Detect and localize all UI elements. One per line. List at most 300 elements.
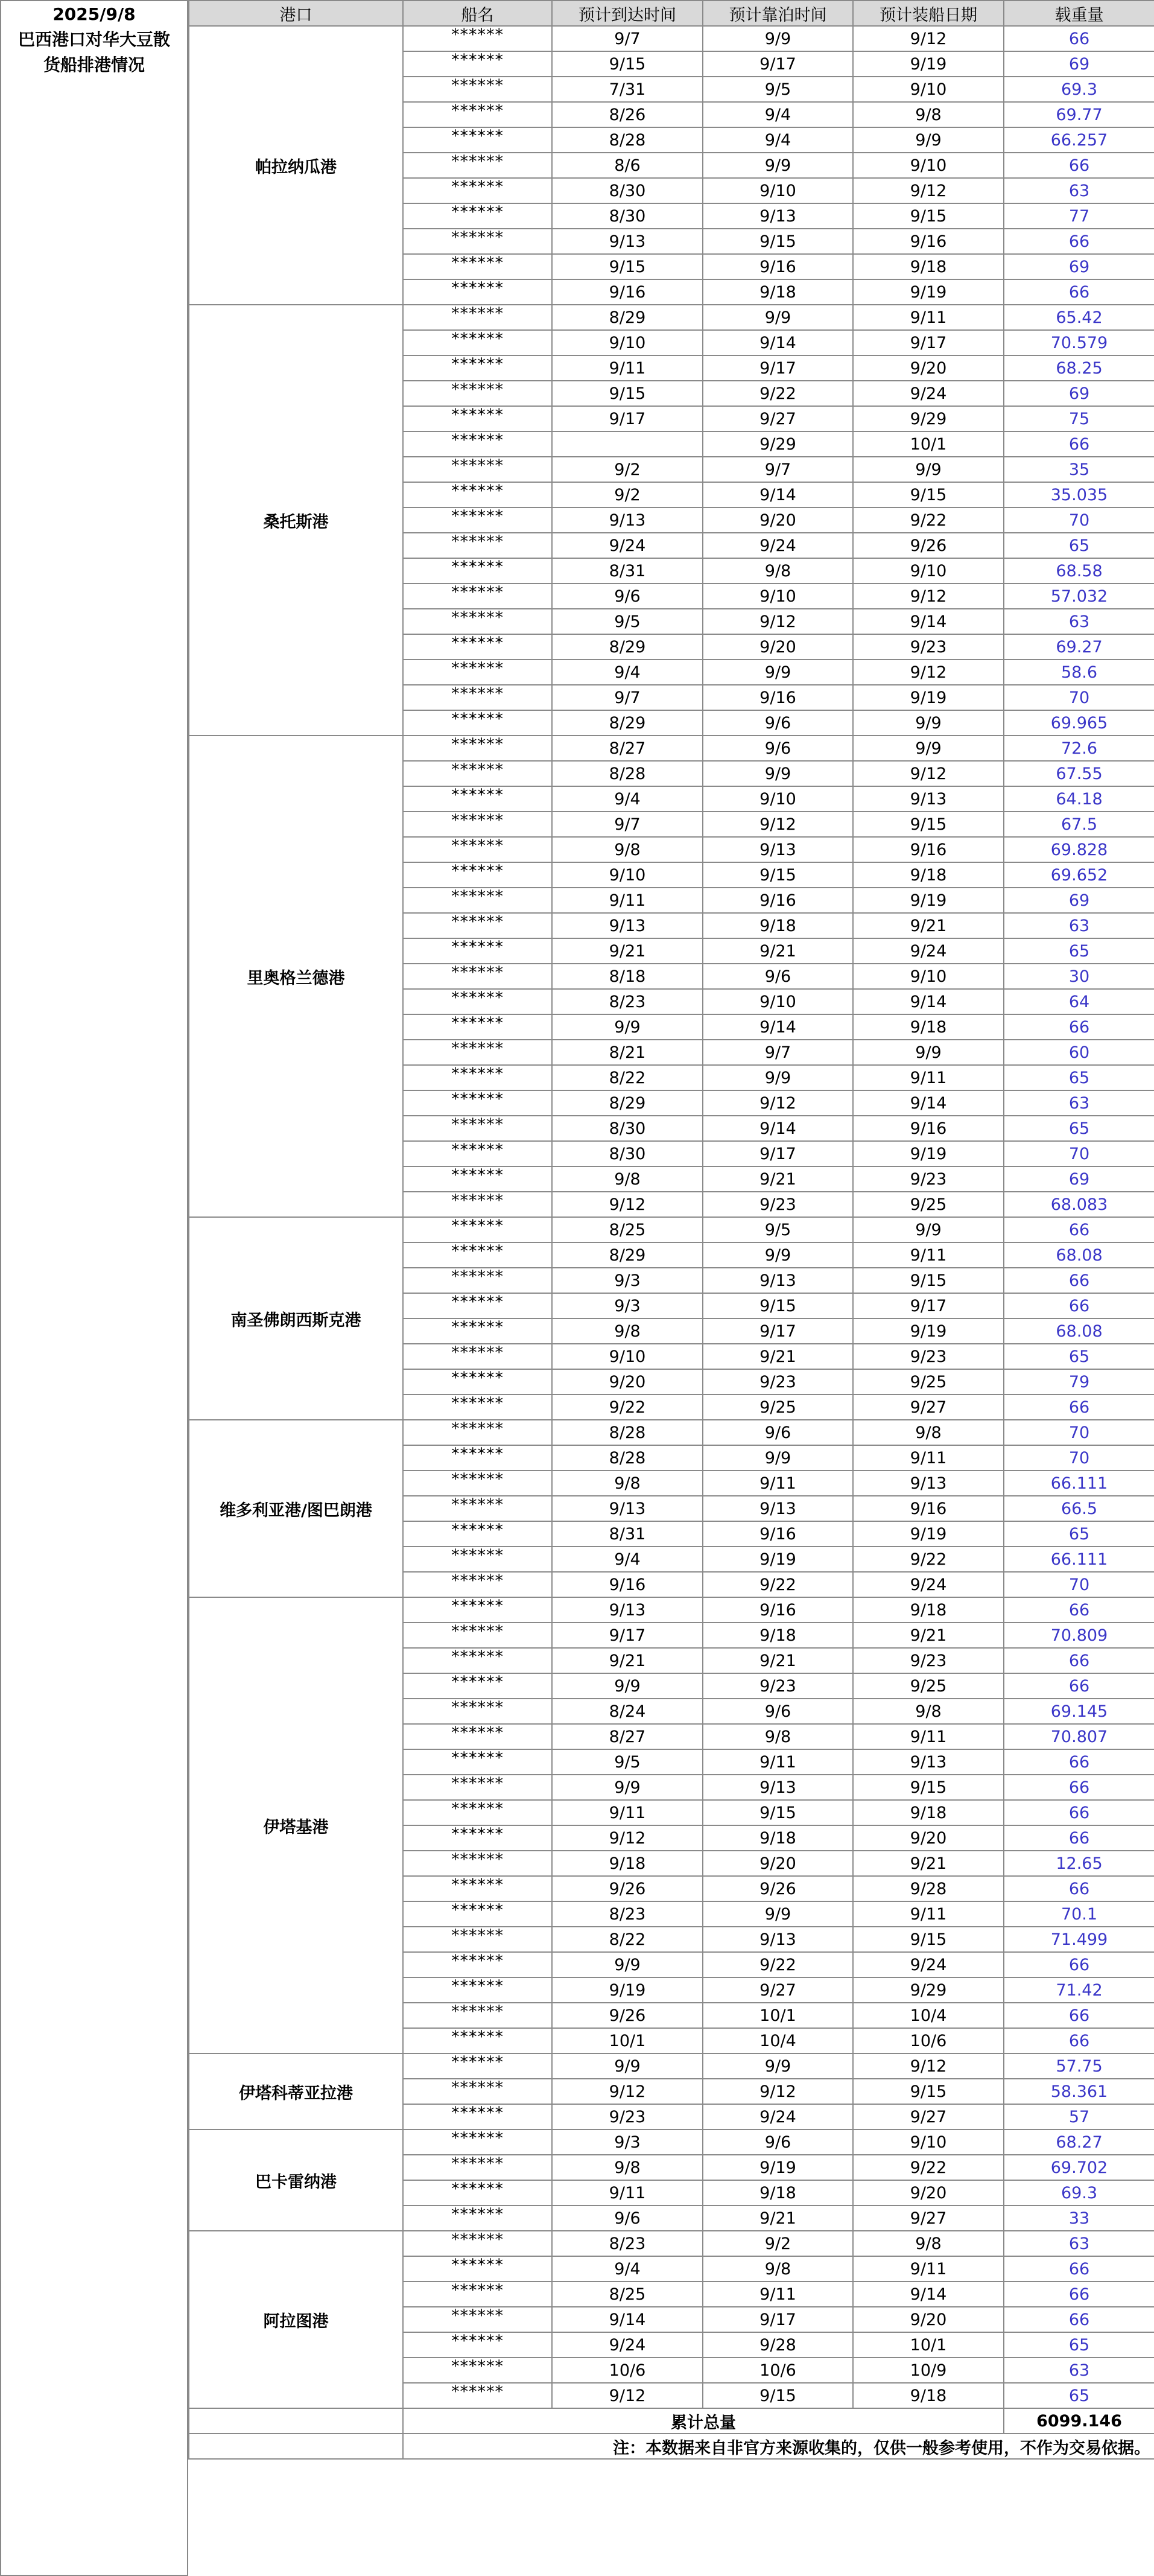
ship-name-cell: ****** [403,2104,552,2129]
ship-name-cell: ****** [403,229,552,254]
tonnage-cell: 69.652 [1004,862,1154,888]
ship-name-cell: ****** [403,1242,552,1268]
loading-date-cell: 9/14 [853,1090,1004,1116]
ship-name-cell: ****** [403,330,552,355]
eta-cell: 9/21 [552,938,703,964]
loading-date-cell: 9/18 [853,2383,1004,2408]
report-title-line-2: 货船排港情况 [43,55,145,75]
ship-name-cell: ****** [403,1724,552,1749]
header-eta: 预计到达时间 [552,1,703,26]
tonnage-cell: 68.25 [1004,355,1154,381]
eta-cell: 9/6 [552,2206,703,2231]
berthing-date-cell: 9/8 [703,558,853,584]
loading-date-cell: 9/18 [853,1014,1004,1040]
tonnage-cell: 66.111 [1004,1471,1154,1496]
loading-date-cell: 9/25 [853,1673,1004,1699]
ship-name-cell: ****** [403,1065,552,1090]
loading-date-cell: 9/9 [853,736,1004,761]
tonnage-cell: 77 [1004,203,1154,229]
tonnage-cell: 70.807 [1004,1724,1154,1749]
berthing-date-cell: 9/16 [703,254,853,279]
berthing-date-cell: 10/4 [703,2028,853,2053]
ship-name-cell: ****** [403,1217,552,1242]
loading-date-cell: 9/9 [853,710,1004,736]
berthing-date-cell: 9/5 [703,77,853,102]
berthing-date-cell: 9/13 [703,837,853,862]
tonnage-cell: 68.58 [1004,558,1154,584]
ship-name-cell: ****** [403,964,552,989]
ship-name-cell: ****** [403,862,552,888]
tonnage-cell: 63 [1004,609,1154,634]
ship-name-cell: ****** [403,1090,552,1116]
eta-cell: 9/8 [552,2155,703,2180]
eta-cell: 8/24 [552,1699,703,1724]
tonnage-cell: 70.1 [1004,1901,1154,1927]
eta-cell: 9/13 [552,913,703,938]
loading-date-cell: 9/12 [853,761,1004,786]
ship-name-cell: ****** [403,2256,552,2282]
tonnage-cell: 69 [1004,51,1154,77]
eta-cell: 9/24 [552,2332,703,2358]
tonnage-cell: 66 [1004,1825,1154,1851]
table-row [189,2053,1154,2079]
eta-cell: 9/13 [552,507,703,533]
loading-date-cell: 9/18 [853,862,1004,888]
ship-name-cell: ****** [403,2028,552,2053]
tonnage-cell: 68.08 [1004,1242,1154,1268]
loading-date-cell: 9/21 [853,1851,1004,1876]
ship-name-cell: ****** [403,533,552,558]
eta-cell: 9/10 [552,1344,703,1369]
tonnage-cell: 71.42 [1004,1977,1154,2003]
tonnage-cell: 75 [1004,406,1154,431]
tonnage-cell: 70 [1004,1572,1154,1597]
ship-name-cell: ****** [403,2155,552,2180]
eta-cell: 9/24 [552,533,703,558]
ship-name-cell: ****** [403,1825,552,1851]
tonnage-cell: 70.809 [1004,1623,1154,1648]
ship-name-cell: ****** [403,279,552,305]
berthing-date-cell: 9/18 [703,279,853,305]
tonnage-cell: 79 [1004,1369,1154,1395]
eta-cell: 8/30 [552,203,703,229]
berthing-date-cell: 9/24 [703,533,853,558]
ship-name-cell: ****** [403,1952,552,1977]
ship-name-cell: ****** [403,1851,552,1876]
table-row [189,26,1154,51]
loading-date-cell: 9/8 [853,1699,1004,1724]
berthing-date-cell: 9/9 [703,153,853,178]
tonnage-cell: 66 [1004,2307,1154,2332]
ship-name-cell: ****** [403,634,552,660]
tonnage-cell: 57.032 [1004,584,1154,609]
eta-cell: 8/6 [552,153,703,178]
berthing-date-cell: 9/13 [703,203,853,229]
berthing-date-cell: 9/9 [703,305,853,330]
tonnage-cell: 58.6 [1004,660,1154,685]
ship-name-cell: ****** [403,1192,552,1217]
loading-date-cell: 9/23 [853,1648,1004,1673]
tonnage-cell: 65 [1004,2383,1154,2408]
ship-name-cell: ****** [403,1116,552,1141]
loading-date-cell: 9/11 [853,1242,1004,1268]
tonnage-cell: 70 [1004,1420,1154,1445]
ship-name-cell: ****** [403,1927,552,1952]
ship-name-cell: ****** [403,1344,552,1369]
loading-date-cell: 9/11 [853,1445,1004,1471]
ship-name-cell: ****** [403,660,552,685]
berthing-date-cell: 9/13 [703,1775,853,1800]
berthing-date-cell: 9/14 [703,1116,853,1141]
tonnage-cell: 64 [1004,989,1154,1014]
eta-cell: 9/11 [552,2180,703,2206]
eta-cell: 9/2 [552,457,703,482]
loading-date-cell: 9/19 [853,888,1004,913]
eta-cell: 9/9 [552,1775,703,1800]
tonnage-cell: 69.828 [1004,837,1154,862]
berthing-date-cell: 9/2 [703,2231,853,2256]
eta-cell: 8/23 [552,1901,703,1927]
loading-date-cell: 9/24 [853,1952,1004,1977]
eta-cell [552,431,703,457]
berthing-date-cell: 9/18 [703,2180,853,2206]
tonnage-cell: 65 [1004,1521,1154,1547]
loading-date-cell: 9/10 [853,77,1004,102]
loading-date-cell: 9/16 [853,837,1004,862]
tonnage-cell: 57 [1004,2104,1154,2129]
ship-name-cell: ****** [403,2003,552,2028]
tonnage-cell: 70 [1004,507,1154,533]
loading-date-cell: 9/29 [853,1977,1004,2003]
berthing-date-cell: 9/23 [703,1673,853,1699]
eta-cell: 9/12 [552,1192,703,1217]
eta-cell: 7/31 [552,77,703,102]
ship-name-cell: ****** [403,305,552,330]
loading-date-cell: 9/19 [853,51,1004,77]
berthing-date-cell: 9/17 [703,51,853,77]
loading-date-cell: 9/20 [853,355,1004,381]
berthing-date-cell: 9/27 [703,1977,853,2003]
tonnage-cell: 64.18 [1004,786,1154,812]
ship-name-cell: ****** [403,1699,552,1724]
eta-cell: 9/5 [552,609,703,634]
tonnage-cell: 66 [1004,1952,1154,1977]
tonnage-cell: 58.361 [1004,2079,1154,2104]
berthing-date-cell: 9/11 [703,2282,853,2307]
eta-cell: 9/22 [552,1395,703,1420]
ship-name-cell: ****** [403,406,552,431]
eta-cell: 9/9 [552,1952,703,1977]
loading-date-cell: 9/26 [853,533,1004,558]
ship-name-cell: ****** [403,102,552,127]
ship-name-cell: ****** [403,913,552,938]
berthing-date-cell: 9/4 [703,102,853,127]
loading-date-cell: 9/25 [853,1192,1004,1217]
berthing-date-cell: 9/6 [703,964,853,989]
tonnage-cell: 70.579 [1004,330,1154,355]
ship-name-cell: ****** [403,2053,552,2079]
eta-cell: 9/4 [552,660,703,685]
ship-name-cell: ****** [403,812,552,837]
eta-cell: 8/30 [552,1116,703,1141]
berthing-date-cell: 9/11 [703,1471,853,1496]
ship-name-cell: ****** [403,1471,552,1496]
ship-name-cell: ****** [403,1496,552,1521]
eta-cell: 9/9 [552,2053,703,2079]
berthing-date-cell: 9/17 [703,2307,853,2332]
table-row [189,736,1154,761]
tonnage-cell: 69.3 [1004,77,1154,102]
loading-date-cell: 9/9 [853,457,1004,482]
berthing-date-cell: 9/13 [703,1496,853,1521]
ship-name-cell: ****** [403,1977,552,2003]
berthing-date-cell: 9/9 [703,761,853,786]
berthing-date-cell: 9/17 [703,1318,853,1344]
eta-cell: 9/3 [552,1293,703,1318]
berthing-date-cell: 9/16 [703,1597,853,1623]
eta-cell: 8/26 [552,102,703,127]
tonnage-cell: 63 [1004,2231,1154,2256]
berthing-date-cell: 10/1 [703,2003,853,2028]
loading-date-cell: 9/25 [853,1369,1004,1395]
eta-cell: 9/14 [552,2307,703,2332]
eta-cell: 9/26 [552,2003,703,2028]
berthing-date-cell: 9/21 [703,938,853,964]
tonnage-cell: 66 [1004,1800,1154,1825]
port-name: 桑托斯港 [189,305,403,736]
port-lineup-table [188,0,1154,2460]
tonnage-cell: 69.965 [1004,710,1154,736]
ship-name-cell: ****** [403,837,552,862]
loading-date-cell: 9/13 [853,1471,1004,1496]
berthing-date-cell: 9/10 [703,786,853,812]
loading-date-cell: 9/11 [853,1901,1004,1927]
loading-date-cell: 9/21 [853,913,1004,938]
eta-cell: 8/28 [552,127,703,153]
tonnage-cell: 69.702 [1004,2155,1154,2180]
tonnage-cell: 35.035 [1004,482,1154,507]
eta-cell: 8/23 [552,2231,703,2256]
tonnage-cell: 69 [1004,888,1154,913]
ship-name-cell: ****** [403,2206,552,2231]
tonnage-cell: 63 [1004,178,1154,203]
tonnage-cell: 66.5 [1004,1496,1154,1521]
loading-date-cell: 10/9 [853,2358,1004,2383]
berthing-date-cell: 9/15 [703,1800,853,1825]
loading-date-cell: 9/10 [853,153,1004,178]
loading-date-cell: 10/1 [853,431,1004,457]
tonnage-cell: 12.65 [1004,1851,1154,1876]
ship-name-cell: ****** [403,203,552,229]
eta-cell: 9/15 [552,254,703,279]
ship-name-cell: ****** [403,1318,552,1344]
loading-date-cell: 9/27 [853,2206,1004,2231]
berthing-date-cell: 9/4 [703,127,853,153]
tonnage-cell: 69.3 [1004,2180,1154,2206]
ship-name-cell: ****** [403,2231,552,2256]
loading-date-cell: 9/19 [853,279,1004,305]
loading-date-cell: 9/12 [853,584,1004,609]
berthing-date-cell: 9/8 [703,1724,853,1749]
report-date: 2025/9/8 [52,4,136,24]
tonnage-cell: 65 [1004,533,1154,558]
loading-date-cell: 9/11 [853,1724,1004,1749]
ship-name-cell: ****** [403,786,552,812]
berthing-date-cell: 9/14 [703,482,853,507]
ship-name-cell: ****** [403,2079,552,2104]
ship-name-cell: ****** [403,736,552,761]
tonnage-cell: 57.75 [1004,2053,1154,2079]
eta-cell: 9/16 [552,1572,703,1597]
tonnage-cell: 66 [1004,229,1154,254]
loading-date-cell: 9/15 [853,2079,1004,2104]
header-port: 港口 [189,1,403,26]
loading-date-cell: 9/24 [853,938,1004,964]
loading-date-cell: 9/14 [853,989,1004,1014]
tonnage-cell: 33 [1004,2206,1154,2231]
ship-name-cell: ****** [403,507,552,533]
berthing-date-cell: 9/15 [703,1293,853,1318]
eta-cell: 9/3 [552,1268,703,1293]
berthing-date-cell: 9/17 [703,1141,853,1166]
ship-name-cell: ****** [403,51,552,77]
ship-name-cell: ****** [403,1775,552,1800]
berthing-date-cell: 9/6 [703,710,853,736]
ship-name-cell: ****** [403,2307,552,2332]
eta-cell: 9/10 [552,330,703,355]
ship-name-cell: ****** [403,77,552,102]
disclaimer-row [189,2434,1154,2459]
loading-date-cell: 9/8 [853,2231,1004,2256]
eta-cell: 9/15 [552,381,703,406]
berthing-date-cell: 9/16 [703,888,853,913]
eta-cell: 9/5 [552,1749,703,1775]
eta-cell: 9/17 [552,1623,703,1648]
ship-name-cell: ****** [403,1445,552,1471]
eta-cell: 8/29 [552,634,703,660]
berthing-date-cell: 9/9 [703,1901,853,1927]
berthing-date-cell: 9/29 [703,431,853,457]
berthing-date-cell: 9/9 [703,26,853,51]
eta-cell: 8/22 [552,1065,703,1090]
port-name: 南圣佛朗西斯克港 [189,1217,403,1420]
eta-cell: 9/20 [552,1369,703,1395]
berthing-date-cell: 9/19 [703,2155,853,2180]
loading-date-cell: 9/12 [853,26,1004,51]
berthing-date-cell: 9/20 [703,634,853,660]
tonnage-cell: 66 [1004,1014,1154,1040]
eta-cell: 9/13 [552,1496,703,1521]
port-name: 帕拉纳瓜港 [189,26,403,305]
total-row [189,2408,1154,2434]
ship-name-cell: ****** [403,1268,552,1293]
eta-cell: 9/11 [552,355,703,381]
berthing-date-cell: 9/13 [703,1927,853,1952]
tonnage-cell: 66 [1004,1395,1154,1420]
loading-date-cell: 9/28 [853,1876,1004,1901]
loading-date-cell: 9/27 [853,2104,1004,2129]
tonnage-cell: 66.257 [1004,127,1154,153]
berthing-date-cell: 9/12 [703,1090,853,1116]
loading-date-cell: 9/24 [853,381,1004,406]
eta-cell: 9/9 [552,1673,703,1699]
loading-date-cell: 9/19 [853,1521,1004,1547]
eta-cell: 8/23 [552,989,703,1014]
eta-cell: 8/29 [552,1242,703,1268]
eta-cell: 8/27 [552,736,703,761]
eta-cell: 9/4 [552,786,703,812]
tonnage-cell: 66 [1004,431,1154,457]
eta-cell: 8/25 [552,1217,703,1242]
tonnage-cell: 66 [1004,2028,1154,2053]
eta-cell: 10/1 [552,2028,703,2053]
loading-date-cell: 9/16 [853,1116,1004,1141]
loading-date-cell: 9/13 [853,786,1004,812]
total-value: 6099.146 [1004,2408,1154,2434]
eta-cell: 8/29 [552,710,703,736]
eta-cell: 8/28 [552,1445,703,1471]
tonnage-cell: 60 [1004,1040,1154,1065]
berthing-date-cell: 9/6 [703,1420,853,1445]
loading-date-cell: 9/15 [853,812,1004,837]
tonnage-cell: 66 [1004,2256,1154,2282]
berthing-date-cell: 9/14 [703,330,853,355]
loading-date-cell: 9/14 [853,609,1004,634]
ship-name-cell: ****** [403,355,552,381]
berthing-date-cell: 9/16 [703,1521,853,1547]
ship-name-cell: ****** [403,178,552,203]
tonnage-cell: 65 [1004,1344,1154,1369]
eta-cell: 8/30 [552,178,703,203]
eta-cell: 9/8 [552,1471,703,1496]
berthing-date-cell: 9/23 [703,1369,853,1395]
table-body [189,26,1154,2408]
berthing-date-cell: 9/13 [703,1268,853,1293]
berthing-date-cell: 9/14 [703,1014,853,1040]
tonnage-cell: 68.27 [1004,2129,1154,2155]
header-row [189,1,1154,26]
eta-cell: 9/11 [552,1800,703,1825]
eta-cell: 9/12 [552,1825,703,1851]
eta-cell: 9/2 [552,482,703,507]
loading-date-cell: 9/29 [853,406,1004,431]
ship-name-cell: ****** [403,1395,552,1420]
ship-name-cell: ****** [403,1369,552,1395]
berthing-date-cell: 9/12 [703,2079,853,2104]
berthing-date-cell: 9/18 [703,913,853,938]
ship-name-cell: ****** [403,888,552,913]
eta-cell: 8/31 [552,558,703,584]
ship-name-cell: ****** [403,609,552,634]
tonnage-cell: 67.55 [1004,761,1154,786]
loading-date-cell: 9/8 [853,1420,1004,1445]
port-name: 维多利亚港/图巴朗港 [189,1420,403,1597]
loading-date-cell: 9/22 [853,507,1004,533]
ship-name-cell: ****** [403,1166,552,1192]
tonnage-cell: 66 [1004,153,1154,178]
tonnage-cell: 66.111 [1004,1547,1154,1572]
tonnage-cell: 66 [1004,1876,1154,1901]
ship-name-cell: ****** [403,1521,552,1547]
eta-cell: 8/30 [552,1141,703,1166]
loading-date-cell: 9/11 [853,1065,1004,1090]
tonnage-cell: 68.083 [1004,1192,1154,1217]
disclaimer-text: 注：本数据来自非官方来源收集的，仅供一般参考使用，不作为交易依据。 [403,2434,1154,2459]
eta-cell: 9/8 [552,1318,703,1344]
berthing-date-cell: 9/21 [703,2206,853,2231]
berthing-date-cell: 9/18 [703,1623,853,1648]
ship-name-cell: ****** [403,2129,552,2155]
